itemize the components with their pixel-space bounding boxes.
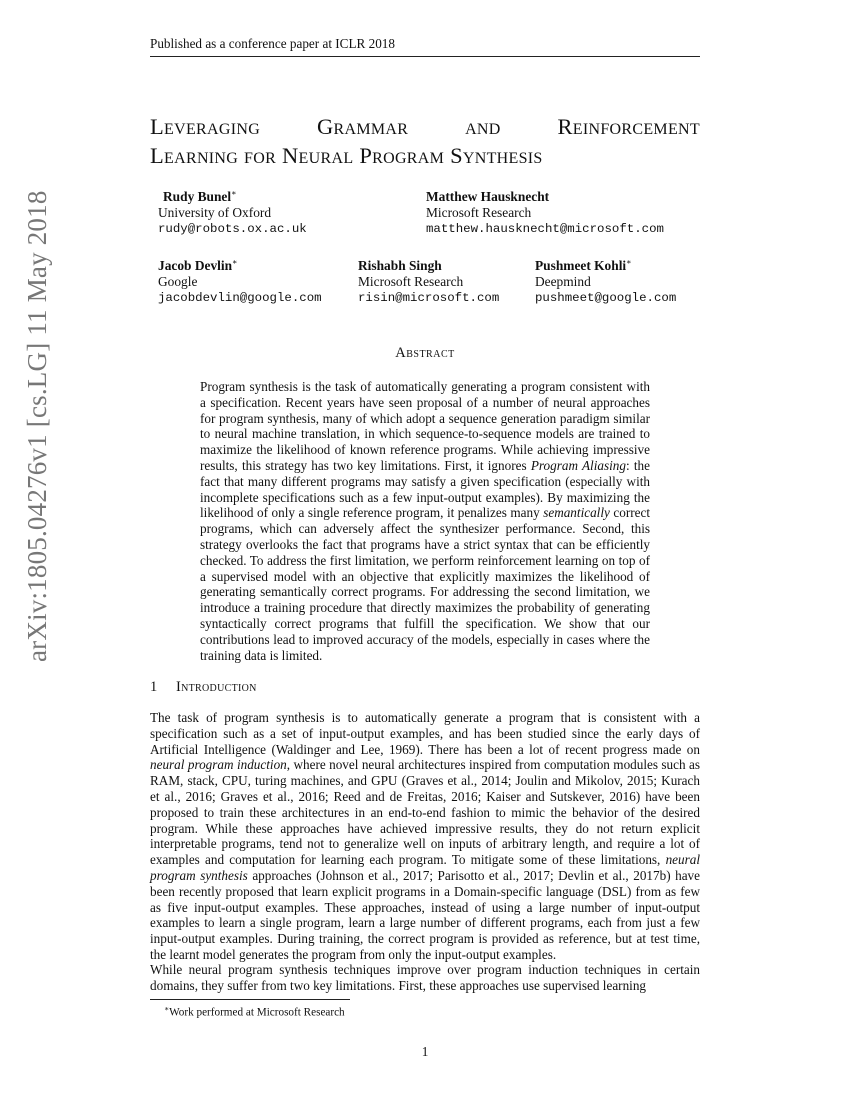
paragraph-segment: approaches (Johnson et al., 2017; Parisotto et al., 2017; Devlin et al., 2017b) have been recently proposed that learn explicit programs in a Domain-specific language (DSL) from as few as five input-output examples. These approaches, instead of using a large number of input-output examples to learn a single program, learn a large number of different programs, each from just a few input-output examples. During training, the correct program is provided as reference, but at test time, the learnt model generates the program from only the input-output examples. (150, 867, 700, 962)
title-word: Leveraging (150, 114, 261, 139)
footnote-text: Work performed at Microsoft Research (169, 1006, 345, 1019)
author-block (426, 189, 664, 237)
author-footnote-mark: ∗ (231, 188, 237, 198)
abstract-emphasis: semantically (543, 505, 610, 521)
author-footnote-mark: ∗ (232, 257, 238, 267)
title-word: Grammar (316, 114, 409, 139)
section-heading (150, 679, 700, 696)
author-name: Jacob Devlin (158, 258, 233, 273)
arxiv-stamp: arXiv:1805.04276v1 [cs.LG] 11 May 2018 (22, 190, 52, 662)
abstract-text (200, 379, 650, 663)
author-block (358, 258, 499, 306)
abstract-segment: : the fact that many different programs may satisfy a given specification (especially with incomplete specifications such as a few input-output examples). By maximizing the likelihood of only a single reference program, it penalizes many (200, 457, 651, 521)
author-email: risin@microsoft.com (358, 291, 500, 305)
abstract-segment: Program synthesis is the task of automatically generating a program consistent with a specification. Recent years have seen proposal of a number of neural approaches for program synthesis, many of which adopt a sequence generation paradigm similar to neural machine translation, in which sequence-to-sequence models are trained to maximize the likelihood of known reference programs. While achieving impressive results, this strategy has two key limitations. First, it ignores (200, 379, 650, 473)
paragraph-segment: , where novel neural architectures inspired from computation modules such as RAM, stack, CPU, turing machines, and GPU (Graves et al., 2014; Joulin and Mikolov, 2015; Kurach et al., 2016; Graves et al., 2016; Reed and de Freitas, 2016; Kaiser and Sutskever, 2016) have been proposed to train these architectures in an end-to-end fashion to mimic the behavior of the desired program. While these approaches have achieved impressive results, they do not return explicit interpretable programs, tend not to generalize well on inputs of arbitrary length, and require a lot of examples and computation for learning each program. To mitigate some of these limitations, (150, 757, 700, 868)
abstract-segment: correct programs, which can adversely affect the synthesizer performance. Second, this strategy overlooks the fact that programs have a strict syntax that can be efficiently checked. To address the first limitation, we perform reinforcement learning on top of a supervised model with an objective that explicitly maximizes the likelihood of generating semantically correct programs. For addressing the second limitation, we introduce a training procedure that directly maximizes the probability of generating syntactically correct programs that fulfill the specification. We show that our contributions lead to improved accuracy of the models, especially in cases where the training data is limited. (200, 505, 650, 663)
author-email: rudy@robots.ox.ac.uk (158, 222, 307, 236)
author-name: Rishabh Singh (358, 258, 442, 273)
author-block (158, 258, 322, 306)
footnote-rule (150, 999, 350, 1000)
author-affiliation: Google (158, 274, 198, 289)
author-block (158, 189, 307, 237)
author-name: Rudy Bunel (163, 189, 232, 204)
title-line-1 (150, 112, 700, 141)
paragraph-segment: The task of program synthesis is to automatically generate a program that is consistent with a specification such as a set of input-output examples, and has been studied since the early days of Artificial Intelligence (Waldinger and Lee, 1969). There has been a lot of recent progress made on (150, 710, 700, 757)
abstract-heading: Abstract (395, 345, 455, 361)
paragraph-emphasis: neural program induction (150, 757, 287, 773)
running-header: Published as a conference paper at ICLR 2018 (150, 36, 700, 57)
author-email: jacobdevlin@google.com (158, 291, 322, 305)
author-affiliation: Deepmind (535, 274, 591, 289)
paper-title (150, 112, 700, 170)
author-name: Matthew Hausknecht (426, 189, 550, 204)
abstract-emphasis: Program Aliasing (530, 457, 626, 473)
intro-paragraph: While neural program synthesis techniques improve over program induction techniques in certain domains, they suffer from two key limitations. First, these approaches use supervised learning (150, 962, 700, 993)
author-affiliation: University of Oxford (158, 205, 272, 220)
footnote-mark: ∗ (164, 1004, 170, 1013)
page-number: 1 (421, 1044, 429, 1059)
title-word: and (465, 114, 501, 139)
author-affiliation: Microsoft Research (358, 274, 464, 289)
footnote (164, 1002, 345, 1020)
section-number: 1 (150, 679, 158, 695)
author-email: pushmeet@google.com (535, 291, 677, 305)
paragraph-emphasis: neural program synthesis (150, 852, 700, 883)
section-title: Introduction (176, 679, 257, 695)
title-line-2: Learning for Neural Program Synthesis (150, 143, 543, 168)
author-email: matthew.hausknecht@microsoft.com (426, 222, 664, 236)
intro-paragraph (150, 710, 700, 963)
author-footnote-mark: ∗ (626, 257, 632, 267)
author-affiliation: Microsoft Research (426, 205, 532, 220)
author-name: Pushmeet Kohli (535, 258, 627, 273)
title-word: Reinforcement (557, 114, 700, 139)
author-block (535, 258, 676, 306)
